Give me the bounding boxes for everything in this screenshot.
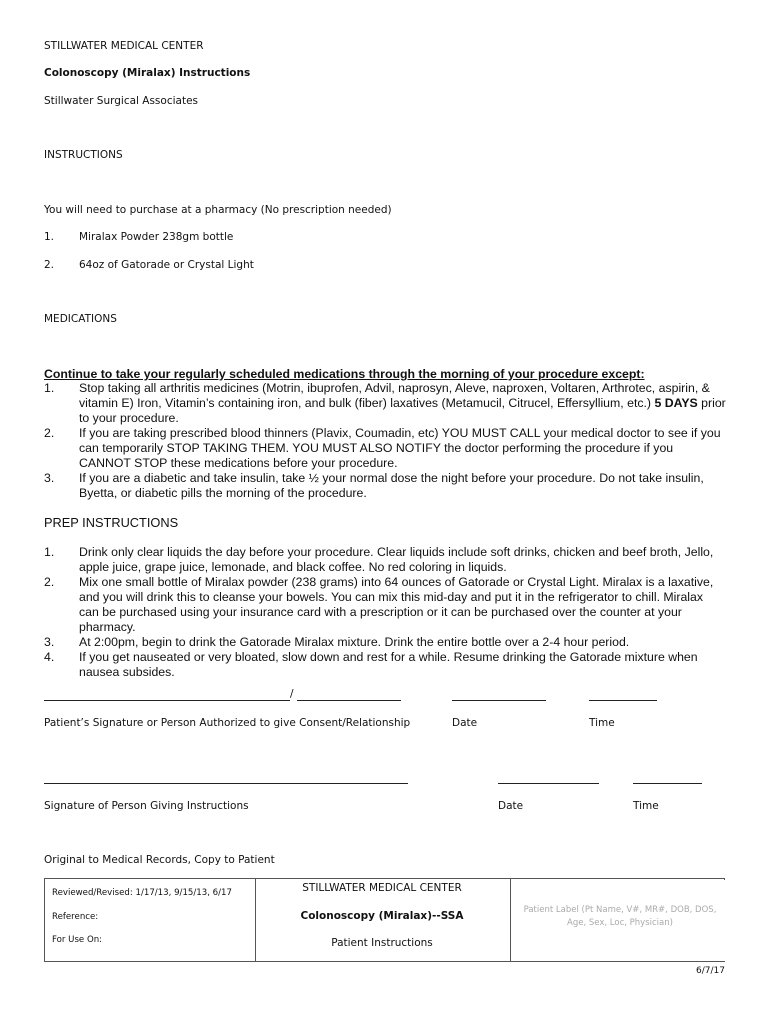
list-item-number: 2. xyxy=(44,426,55,440)
list-item-text: If you are taking prescribed blood thinners (Plavix, Coumadin, etc) YOU MUST CALL your medical doctor to see if you can temporarily STOP TAKING THEM. YOU MUST ALSO NOTIFY the doctor performing the procedure if you CANNOT STOP these medications before your procedure. xyxy=(79,426,721,470)
list-item xyxy=(44,381,726,426)
prep-list xyxy=(44,545,726,680)
reviewed-revised: Reviewed/Revised: 1/17/13, 9/15/13, 6/17 xyxy=(52,888,232,898)
footer-doc-type: Patient Instructions xyxy=(331,937,433,949)
document-title: Colonoscopy (Miralax) Instructions xyxy=(44,67,251,79)
medications-heading: MEDICATIONS xyxy=(44,313,117,325)
medications-subheading: Continue to take your regularly scheduled medications through the morning of your procedure except: xyxy=(44,367,645,381)
purchase-item-num: 1. xyxy=(44,231,55,243)
patient-time-label: Time xyxy=(589,717,615,729)
for-use-on-label: For Use On: xyxy=(52,935,103,945)
instructor-time-line[interactable] xyxy=(633,783,702,784)
patient-label-placeholder: Patient Label (Pt Name, V#, MR#, DOB, DOS, Age, Sex, Loc, Physician) xyxy=(523,905,717,928)
list-item-number: 3. xyxy=(44,471,55,485)
list-item xyxy=(44,575,726,635)
emphasis-text: 5 DAYS xyxy=(654,396,698,410)
list-item-text: Drink only clear liquids the day before your procedure. Clear liquids include soft drinks, chicken and beef broth, Jello, apple juice, grape juice, lemonade, and black coffee. No red coloring in liquids. xyxy=(79,545,714,574)
patient-date-line[interactable] xyxy=(452,700,546,701)
practice-name: Stillwater Surgical Associates xyxy=(44,95,199,107)
list-item-number: 1. xyxy=(44,381,55,395)
patient-time-line[interactable] xyxy=(589,700,657,701)
list-item xyxy=(44,650,726,680)
distribution-note: Original to Medical Records, Copy to Patient xyxy=(44,854,275,866)
list-item-text: Mix one small bottle of Miralax powder (238 grams) into 64 ounces of Gatorade or Crystal Light. Miralax is a laxative, and you will drink this to cleanse your bowels. You can mix this mid-day and put it in the refrigerator to chill. Miralax can be purchased using your insurance card with a prescription or it can be purchased over the counter at your pharmacy. xyxy=(79,575,714,634)
list-item-text: prior to your procedure. xyxy=(79,396,726,425)
org-name: STILLWATER MEDICAL CENTER xyxy=(44,40,204,52)
instructor-time-label: Time xyxy=(633,800,659,812)
list-item-text: If you are a diabetic and take insulin, take ½ your normal dose the night before your procedure. Do not take insulin, Byetta, or diabetic pills the morning of the procedure. xyxy=(79,471,704,500)
instructions-heading: INSTRUCTIONS xyxy=(44,149,123,161)
instructor-date-line[interactable] xyxy=(498,783,599,784)
patient-signature-label: Patient’s Signature or Person Authorized to give Consent/Relationship xyxy=(44,717,411,729)
reference-label: Reference: xyxy=(52,912,99,922)
patient-date-label: Date xyxy=(452,717,478,729)
table-corner xyxy=(724,878,725,880)
list-item-number: 1. xyxy=(44,545,55,559)
list-item xyxy=(44,471,726,501)
list-item-text: Stop taking all arthritis medicines (Motrin, ibuprofen, Advil, naprosyn, Aleve, naproxen, Voltaren, Arthrotec, aspirin, & vitamin E) Iron, Vitamin’s containing iron, and bulk (fiber) laxatives (Metamucil, Citrucel, Effersyllium, etc.) xyxy=(79,381,710,410)
footer-doc-title: Colonoscopy (Miralax)--SSA xyxy=(300,910,464,922)
medications-list xyxy=(44,381,726,501)
relationship-line[interactable] xyxy=(297,700,401,701)
purchase-intro: You will need to purchase at a pharmacy (No prescription needed) xyxy=(44,204,392,216)
list-item-text: At 2:00pm, begin to drink the Gatorade Miralax mixture. Drink the entire bottle over a 2-4 hour period. xyxy=(79,635,630,649)
list-item-number: 3. xyxy=(44,635,55,649)
prep-heading: PREP INSTRUCTIONS xyxy=(44,515,179,530)
list-item xyxy=(44,545,726,575)
slash-separator: / xyxy=(290,688,294,700)
list-item xyxy=(44,635,726,650)
instructor-date-label: Date xyxy=(498,800,524,812)
list-item-number: 4. xyxy=(44,650,55,664)
document-date: 6/7/17 xyxy=(696,966,725,976)
footer-org: STILLWATER MEDICAL CENTER xyxy=(302,882,462,894)
purchase-item: 64oz of Gatorade or Crystal Light xyxy=(79,259,254,271)
instructor-signature-line[interactable] xyxy=(44,783,408,784)
purchase-item-num: 2. xyxy=(44,259,55,271)
list-item-text: If you get nauseated or very bloated, slow down and rest for a while. Resume drinking the Gatorade mixture when nausea subsides. xyxy=(79,650,698,679)
instructor-signature-label: Signature of Person Giving Instructions xyxy=(44,800,249,812)
list-item-number: 2. xyxy=(44,575,55,589)
list-item xyxy=(44,426,726,471)
purchase-item: Miralax Powder 238gm bottle xyxy=(79,231,234,243)
patient-signature-line[interactable] xyxy=(44,700,290,701)
